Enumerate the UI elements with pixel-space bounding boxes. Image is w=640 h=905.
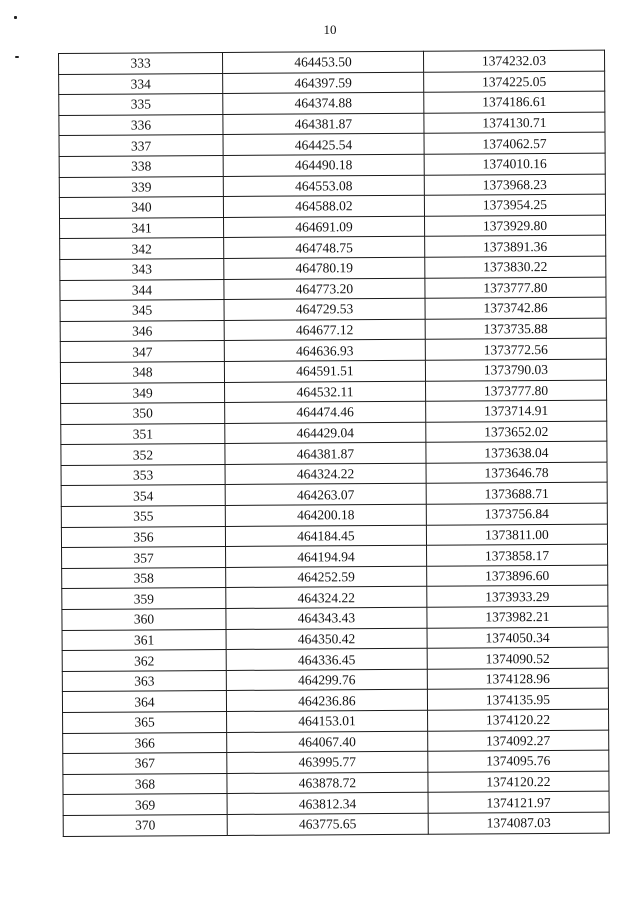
x-coordinate-cell: 464324.22	[225, 463, 426, 485]
point-number-cell: 364	[62, 691, 226, 713]
y-coordinate-cell: 1373735.88	[425, 318, 606, 340]
x-coordinate-cell: 463775.65	[227, 813, 428, 835]
y-coordinate-cell: 1374128.96	[427, 668, 608, 690]
point-number-cell: 363	[62, 670, 226, 692]
y-coordinate-cell: 1374120.22	[428, 771, 609, 793]
x-coordinate-cell: 464532.11	[225, 381, 426, 403]
point-number-cell: 342	[60, 238, 224, 260]
x-coordinate-cell: 464429.04	[225, 422, 426, 444]
point-number-cell: 351	[61, 423, 225, 445]
point-number-cell: 359	[62, 588, 226, 610]
x-coordinate-cell: 464453.50	[222, 51, 423, 73]
y-coordinate-cell: 1373790.03	[425, 359, 606, 381]
point-number-cell: 346	[60, 320, 224, 342]
point-number-cell: 339	[59, 176, 223, 198]
point-number-cell: 349	[61, 382, 225, 404]
x-coordinate-cell: 464474.46	[225, 401, 426, 423]
point-number-cell: 335	[59, 94, 223, 116]
scan-speck	[14, 16, 17, 19]
point-number-cell: 344	[60, 279, 224, 301]
x-coordinate-cell: 464153.01	[227, 710, 428, 732]
y-coordinate-cell: 1374095.76	[428, 750, 609, 772]
y-coordinate-cell: 1373982.21	[427, 606, 608, 628]
point-number-cell: 337	[59, 135, 223, 157]
y-coordinate-cell: 1373830.22	[425, 256, 606, 278]
x-coordinate-cell: 464067.40	[227, 731, 428, 753]
y-coordinate-cell: 1373811.00	[426, 524, 607, 546]
x-coordinate-cell: 463995.77	[227, 751, 428, 773]
y-coordinate-cell: 1374010.16	[424, 153, 605, 175]
x-coordinate-cell: 464729.53	[224, 298, 425, 320]
x-coordinate-cell: 464490.18	[223, 154, 424, 176]
x-coordinate-cell: 464748.75	[224, 237, 425, 259]
y-coordinate-cell: 1373742.86	[425, 297, 606, 319]
x-coordinate-cell: 463812.34	[227, 793, 428, 815]
y-coordinate-cell: 1374225.05	[424, 71, 605, 93]
point-number-cell: 367	[63, 753, 227, 775]
x-coordinate-cell: 464636.93	[224, 340, 425, 362]
y-coordinate-cell: 1373688.71	[426, 483, 607, 505]
y-coordinate-cell: 1374050.34	[427, 627, 608, 649]
y-coordinate-cell: 1374062.57	[424, 133, 605, 155]
point-number-cell: 352	[61, 444, 225, 466]
point-number-cell: 366	[63, 732, 227, 754]
x-coordinate-cell: 464691.09	[224, 216, 425, 238]
y-coordinate-cell: 1373756.84	[426, 503, 607, 525]
x-coordinate-cell: 464350.42	[226, 628, 427, 650]
point-number-cell: 347	[60, 341, 224, 363]
x-coordinate-cell: 464553.08	[223, 175, 424, 197]
coordinates-table	[58, 50, 610, 837]
point-number-cell: 365	[63, 711, 227, 733]
y-coordinate-cell: 1374232.03	[423, 50, 604, 72]
point-number-cell: 348	[60, 361, 224, 383]
y-coordinate-cell: 1373777.80	[426, 380, 607, 402]
y-coordinate-cell: 1374120.22	[428, 709, 609, 731]
table-row	[63, 812, 609, 836]
x-coordinate-cell: 464374.88	[223, 92, 424, 114]
x-coordinate-cell: 464184.45	[225, 525, 426, 547]
point-number-cell: 336	[59, 114, 223, 136]
point-number-cell: 345	[60, 300, 224, 322]
point-number-cell: 369	[63, 794, 227, 816]
point-number-cell: 355	[61, 506, 225, 528]
coordinates-table-body	[59, 50, 610, 836]
point-number-cell: 343	[60, 258, 224, 280]
point-number-cell: 357	[62, 547, 226, 569]
x-coordinate-cell: 464780.19	[224, 257, 425, 279]
y-coordinate-cell: 1373777.80	[425, 277, 606, 299]
x-coordinate-cell: 464299.76	[226, 669, 427, 691]
x-coordinate-cell: 464397.59	[223, 72, 424, 94]
y-coordinate-cell: 1374130.71	[424, 112, 605, 134]
x-coordinate-cell: 464677.12	[224, 319, 425, 341]
point-number-cell: 354	[61, 485, 225, 507]
x-coordinate-cell: 464343.43	[226, 607, 427, 629]
x-coordinate-cell: 464194.94	[226, 546, 427, 568]
y-coordinate-cell: 1374121.97	[428, 792, 609, 814]
x-coordinate-cell: 464773.20	[224, 278, 425, 300]
point-number-cell: 360	[62, 609, 226, 631]
y-coordinate-cell: 1373652.02	[426, 421, 607, 443]
y-coordinate-cell: 1373772.56	[425, 338, 606, 360]
point-number-cell: 334	[59, 73, 223, 95]
y-coordinate-cell: 1374135.95	[427, 689, 608, 711]
point-number-cell: 338	[59, 155, 223, 177]
point-number-cell: 353	[61, 464, 225, 486]
x-coordinate-cell: 464200.18	[225, 504, 426, 526]
x-coordinate-cell: 464263.07	[225, 484, 426, 506]
y-coordinate-cell: 1373638.04	[426, 441, 607, 463]
y-coordinate-cell: 1373714.91	[426, 400, 607, 422]
y-coordinate-cell: 1374186.61	[424, 91, 605, 113]
page-number: 10	[323, 22, 337, 37]
x-coordinate-cell: 464591.51	[224, 360, 425, 382]
x-coordinate-cell: 464381.87	[223, 113, 424, 135]
y-coordinate-cell: 1374092.27	[428, 730, 609, 752]
point-number-cell: 358	[62, 567, 226, 589]
x-coordinate-cell: 464336.45	[226, 648, 427, 670]
scan-speck	[15, 56, 19, 58]
y-coordinate-cell: 1373891.36	[425, 236, 606, 258]
y-coordinate-cell: 1373933.29	[427, 586, 608, 608]
y-coordinate-cell: 1373896.60	[427, 565, 608, 587]
x-coordinate-cell: 464588.02	[223, 195, 424, 217]
y-coordinate-cell: 1373858.17	[427, 544, 608, 566]
point-number-cell: 340	[59, 197, 223, 219]
point-number-cell: 341	[60, 217, 224, 239]
point-number-cell: 361	[62, 629, 226, 651]
x-coordinate-cell: 463878.72	[227, 772, 428, 794]
x-coordinate-cell: 464236.86	[226, 690, 427, 712]
point-number-cell: 333	[59, 52, 223, 74]
point-number-cell: 368	[63, 773, 227, 795]
x-coordinate-cell: 464324.22	[226, 587, 427, 609]
point-number-cell: 350	[61, 403, 225, 425]
x-coordinate-cell: 464381.87	[225, 443, 426, 465]
y-coordinate-cell: 1374087.03	[428, 812, 609, 834]
y-coordinate-cell: 1373954.25	[424, 194, 605, 216]
x-coordinate-cell: 464425.54	[223, 134, 424, 156]
y-coordinate-cell: 1373929.80	[425, 215, 606, 237]
y-coordinate-cell: 1373646.78	[426, 462, 607, 484]
point-number-cell: 362	[62, 650, 226, 672]
x-coordinate-cell: 464252.59	[226, 566, 427, 588]
point-number-cell: 370	[63, 814, 227, 836]
point-number-cell: 356	[61, 526, 225, 548]
y-coordinate-cell: 1374090.52	[427, 647, 608, 669]
y-coordinate-cell: 1373968.23	[424, 174, 605, 196]
